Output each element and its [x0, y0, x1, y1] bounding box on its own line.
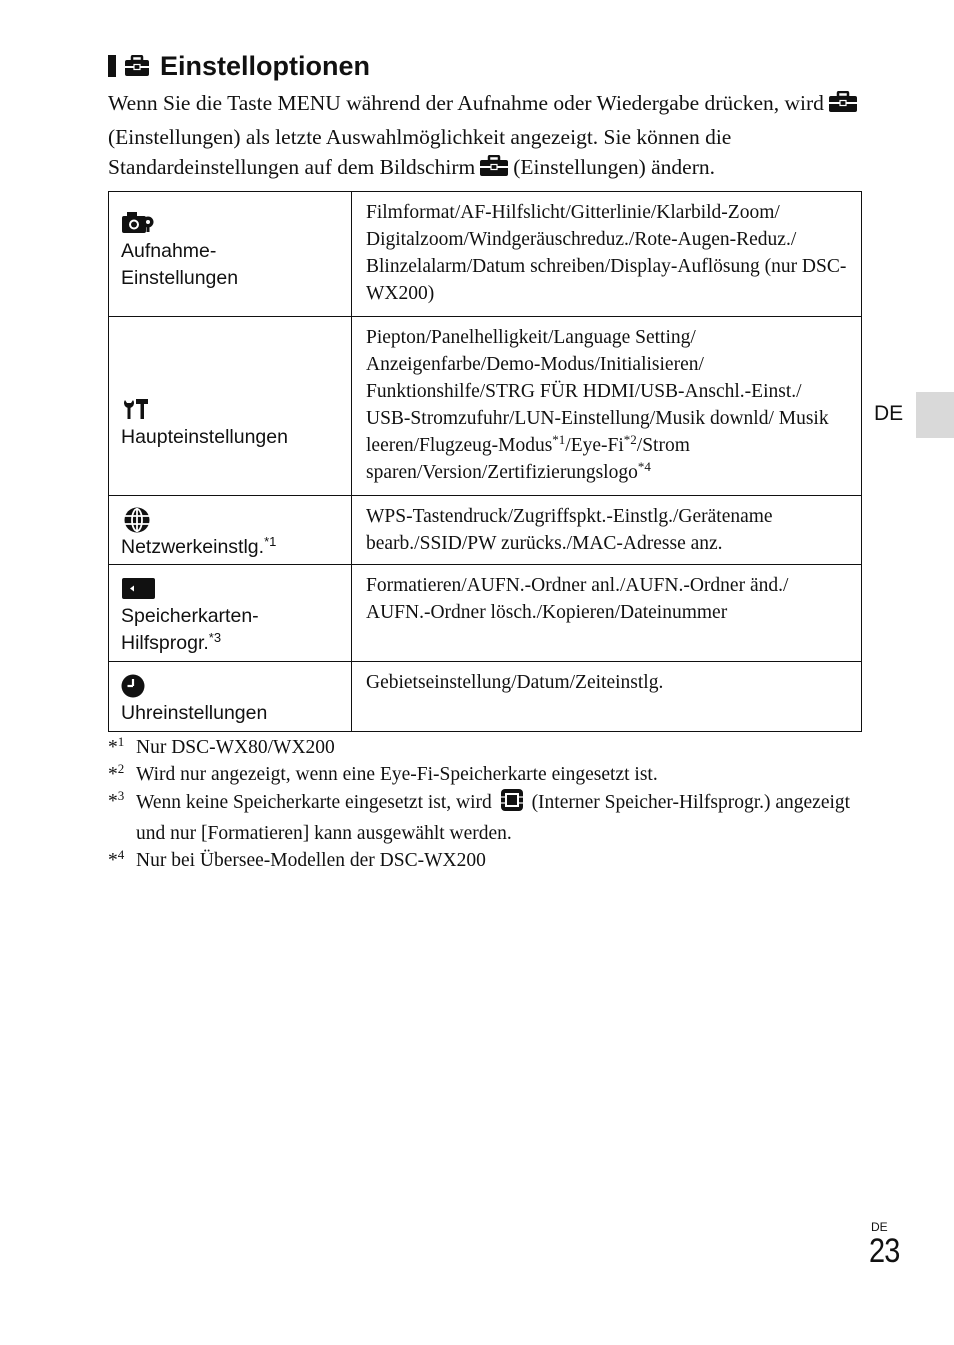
items-text-3: /Strom sparen/Version/Zertifizierungslogo [366, 435, 690, 483]
toolbox-icon [828, 91, 858, 122]
items-cell [352, 317, 862, 496]
settings-table [108, 191, 862, 732]
toolbox-icon [479, 155, 509, 186]
footnote-ref: *1 [264, 533, 277, 549]
items-cell: Filmformat/AF-Hilfslicht/Gitterlinie/Klarbild-Zoom/ Digitalzoom/Windgeräuschreduz./Rote-Augen-Reduz./ Blinzelalarm/Datum schreiben/Display-Auflösung (nur DSC-WX200) [352, 192, 862, 317]
category-label-text: Netzwerkeinstlg. [121, 535, 265, 558]
intro-text-1: Wenn Sie die Taste MENU während der Aufnahme oder Wiedergabe drücken, wird [108, 91, 824, 115]
footnote [108, 734, 878, 761]
footnote-marker [108, 788, 136, 847]
footnote-text: Nur DSC-WX80/WX200 [136, 737, 335, 758]
footnote-star: * [108, 791, 118, 812]
category-label-line1: Aufnahme- [121, 240, 217, 262]
table-row [109, 192, 862, 317]
items-cell: Formatieren/AUFN.-Ordner anl./AUFN.-Ordner änd./ AUFN.-Ordner lösch./Kopieren/Dateinummer [352, 565, 862, 662]
table-row [109, 496, 862, 565]
category-cell [109, 192, 352, 317]
footnote-ref: *1 [552, 432, 566, 447]
footnote-ref: *4 [637, 459, 651, 474]
footnote-ref: *3 [208, 630, 222, 645]
footnote-text-part: (Interner Speicher-Hilfsprogr.) angezeigt und nur [Formatieren] kann ausgewählt werden. [136, 792, 851, 844]
category-label [121, 534, 339, 561]
tools-icon [121, 396, 339, 424]
memory-card-icon [121, 575, 339, 603]
footnote-text [136, 788, 878, 847]
footnote [108, 788, 878, 847]
footnotes [108, 734, 878, 874]
footnote-number: 1 [117, 734, 125, 749]
camera-settings-icon [121, 210, 339, 238]
category-label-line2: Einstellungen [121, 267, 239, 289]
internal-memory-icon [499, 788, 525, 820]
category-label-text: Hilfsprogr. [121, 632, 209, 654]
items-text-2: /Eye-Fi [565, 435, 624, 456]
footnote-ref: *2 [623, 432, 637, 447]
footnote-text-part: Wenn keine Speicherkarte eingesetzt ist, wird [136, 792, 492, 813]
category-label-line2 [121, 630, 339, 657]
category-cell [109, 565, 352, 662]
category-label: Haupteinstellungen [121, 425, 288, 448]
footnote-star: * [108, 850, 118, 871]
section-title: Einstelloptionen [160, 50, 371, 81]
category-label: Uhreinstellungen [121, 702, 268, 724]
footnote-star: * [108, 764, 118, 785]
footnote-marker [108, 734, 136, 761]
items-text-1: Piepton/Panelhelligkeit/Language Setting/ Anzeigenfarbe/Demo-Modus/Initialisieren/ Funktionshilfe/STRG FÜR HDMI/USB-Anschl.-Einst./ USB-Stromzufuhr/LUN-Einstellung/Musik downld/ Musik leeren/Flugzeug-Modus [366, 327, 829, 456]
table-row [109, 565, 862, 662]
heading-bar-marker [108, 55, 116, 77]
language-tab-label: DE [874, 402, 904, 425]
globe-icon [121, 506, 339, 534]
items-cell: Gebietseinstellung/Datum/Zeiteinstlg. [352, 662, 862, 732]
category-cell [109, 662, 352, 732]
footnote-text: Nur bei Übersee-Modellen der DSC-WX200 [136, 850, 486, 871]
intro-text-3: (Einstellungen) ändern. [513, 155, 716, 179]
category-cell [109, 317, 352, 496]
page-language: DE [871, 1220, 888, 1234]
intro-text-2: (Einstellungen) als letzte Auswahlmöglichkeit angezeigt. Sie können die Standardeinstellungen auf dem Bildschirm [108, 124, 732, 179]
language-side-tab [916, 392, 954, 438]
section-heading [108, 46, 370, 86]
footnote-marker [108, 761, 136, 788]
footnote [108, 761, 878, 788]
category-cell [109, 496, 352, 565]
footnote-marker [108, 847, 136, 874]
footnote [108, 847, 878, 874]
page-number: 23 [869, 1232, 900, 1270]
footnote-number: 2 [117, 761, 125, 776]
toolbox-icon [124, 55, 150, 77]
footnote-text: Wird nur angezeigt, wenn eine Eye-Fi-Speicherkarte eingesetzt ist. [136, 764, 658, 785]
table-row [109, 317, 862, 496]
items-cell: WPS-Tastendruck/Zugriffspkt.-Einstlg./Gerätename bearb./SSID/PW zurücks./MAC-Adresse anz. [352, 496, 862, 565]
footnote-number: 4 [117, 847, 125, 862]
category-label-line1: Speicherkarten- [121, 605, 259, 627]
footnote-number: 3 [117, 788, 125, 803]
clock-icon [121, 672, 339, 700]
intro-paragraph [108, 88, 868, 186]
table-row [109, 662, 862, 732]
footnote-star: * [108, 737, 118, 758]
